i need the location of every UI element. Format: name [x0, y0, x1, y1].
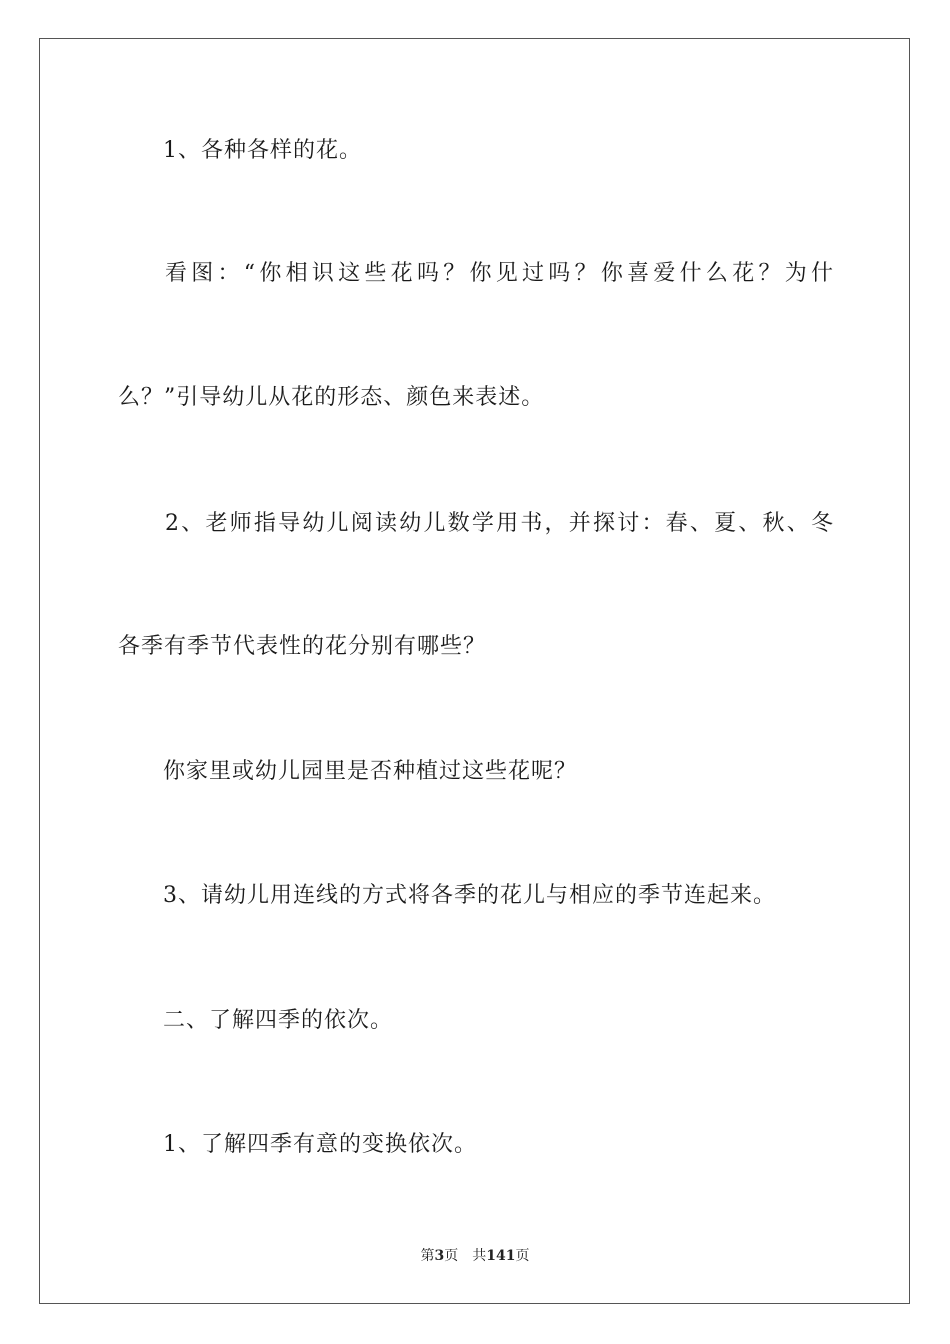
paragraph-line-1: 1、各种各样的花。	[163, 138, 362, 163]
footer-total-suffix: 页	[515, 1248, 530, 1264]
paragraph-line-8: 二、了解四季的依次。	[163, 1008, 394, 1033]
footer-page-prefix: 第	[420, 1248, 435, 1264]
page-frame	[39, 38, 910, 1304]
footer-page-number: 3	[434, 1248, 445, 1264]
paragraph-line-5: 各季有季节代表性的花分别有哪些？	[118, 634, 487, 659]
paragraph-line-7: 3、请幼儿用连线的方式将各季的花儿与相应的季节连起来。	[163, 883, 776, 908]
footer-total-prefix: 共	[472, 1248, 487, 1264]
page-footer	[0, 1246, 950, 1266]
paragraph-line-9: 1、了解四季有意的变换依次。	[163, 1132, 477, 1157]
footer-page-suffix: 页	[444, 1248, 459, 1264]
paragraph-line-3: 么？”引导幼儿从花的形态、颜色来表述。	[118, 385, 545, 410]
paragraph-line-2: 看图：“你相识这些花吗？你见过吗？你喜爱什么花？为什	[165, 261, 833, 286]
footer-total-pages: 141	[486, 1248, 516, 1264]
paragraph-line-4: 2、老师指导幼儿阅读幼儿数学用书，并探讨：春、夏、秋、冬	[165, 511, 833, 536]
paragraph-line-6: 你家里或幼儿园里是否种植过这些花呢？	[163, 759, 578, 784]
